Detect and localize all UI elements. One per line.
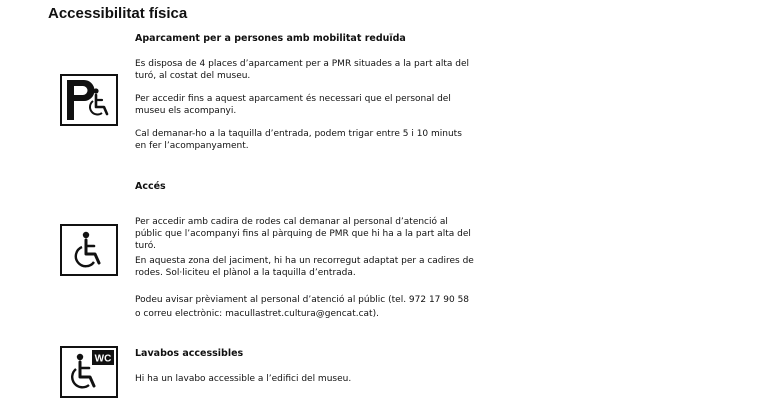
section-heading-access: Accés [135, 181, 166, 192]
accessible-wc-icon [60, 346, 118, 398]
wheelchair-icon [60, 224, 118, 276]
parking-paragraph-3: Cal demanar-ho a la taquilla d’entrada, podem trigar entre 5 i 10 minuts en fer l’acompanyament. [135, 129, 462, 151]
parking-wheelchair-icon [60, 74, 118, 126]
parking-paragraph-2: Per accedir fins a aquest aparcament és necessari que el personal del museu els acompanyi. [135, 94, 451, 116]
section-heading-parking: Aparcament per a persones amb mobilitat reduïda [135, 33, 406, 44]
wc-paragraph-1: Hi ha un lavabo accessible a l’edifici del museu. [135, 374, 352, 384]
access-paragraph-1: Per accedir amb cadira de rodes cal demanar al personal d’atenció al públic que l’acompanyi fins al pàrquing de PMR que hi ha a la part alta del turó. [135, 217, 471, 251]
parking-paragraph-1: Es disposa de 4 places d’aparcament per a PMR situades a la part alta del turó, al costat del museu. [135, 59, 470, 81]
access-paragraph-3: Podeu avisar prèviament al personal d’atenció al públic (tel. 972 17 90 58 o correu electrònic: macullastret.cultura@gencat.cat). [135, 295, 470, 319]
section-heading-wc: Lavabos accessibles [135, 348, 244, 359]
access-paragraph-2: En aquesta zona del jaciment, hi ha un recorregut adaptat per a cadires de rodes. Sol·liciteu el plànol a la taquilla d’entrada. [135, 256, 474, 278]
page-title: Accessibilitat física [48, 5, 188, 22]
wc-label: WC [94, 353, 112, 365]
